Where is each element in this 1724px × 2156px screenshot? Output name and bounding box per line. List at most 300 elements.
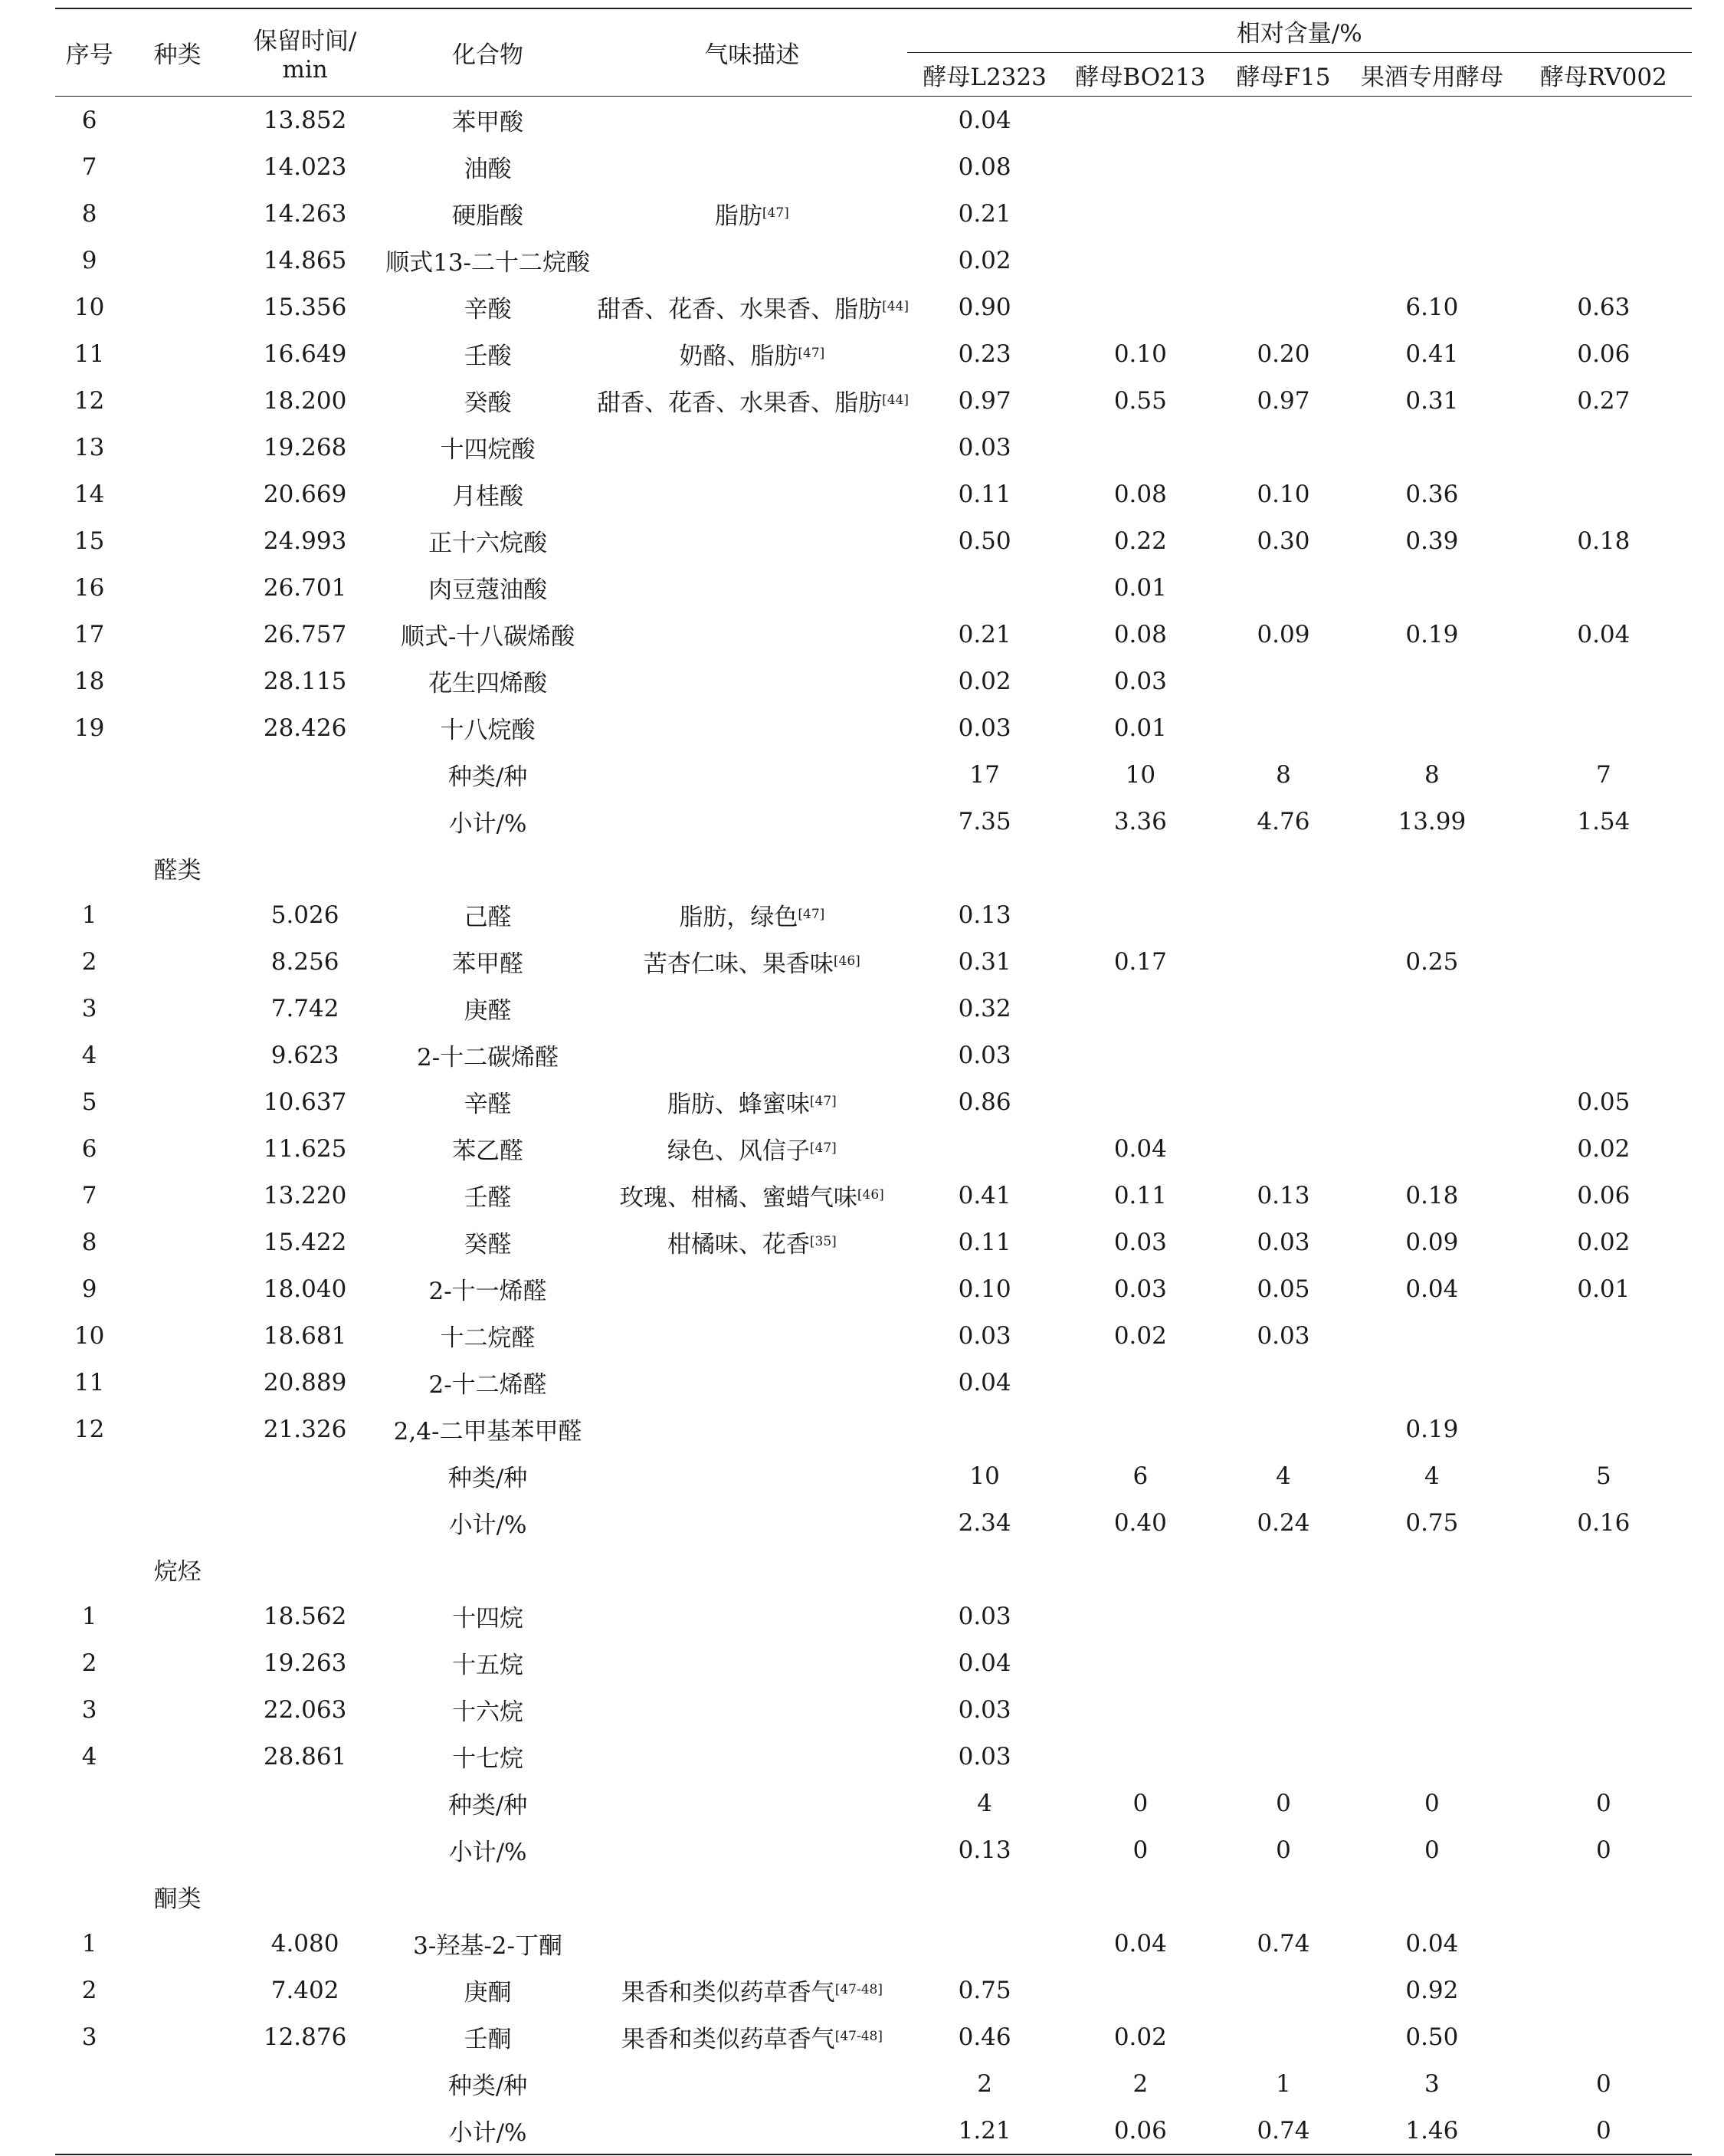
cell-odor: [597, 1265, 906, 1312]
table-row: [55, 284, 1692, 330]
cell-category: [123, 97, 231, 144]
cell-seq: 12: [74, 1415, 105, 1443]
odor-text: 脂肪、蜂蜜味: [667, 1091, 810, 1118]
cell-category: [123, 1359, 231, 1406]
cell-category: [123, 938, 231, 985]
cell-value: [1349, 1873, 1516, 1920]
cell-retention-time: 19.268: [263, 433, 347, 461]
table-row: [55, 1125, 1692, 1172]
cell-value: 0: [1424, 1789, 1440, 1817]
cell-value: 0.50: [1405, 2023, 1459, 2051]
cell-value: 3.36: [1113, 807, 1167, 835]
cell-value: 0.20: [1257, 340, 1310, 368]
cell-odor: [597, 1125, 906, 1172]
cell-category: [123, 1826, 231, 1873]
cell-value: 0.02: [1113, 2023, 1167, 2051]
cell-category: [123, 143, 231, 190]
cell-value: 0: [1516, 2107, 1692, 2154]
cell-compound: 辛醛: [464, 1091, 512, 1118]
cell-value: [1063, 97, 1218, 144]
cell-seq: [55, 1452, 123, 1499]
cell-compound: 种类/种: [447, 763, 528, 791]
cell-odor: [597, 1359, 906, 1406]
cell-value: [1516, 891, 1692, 938]
cell-value: 1.46: [1349, 2107, 1516, 2154]
cell-seq: 5: [81, 1088, 97, 1116]
cell-value: 6.10: [1405, 293, 1459, 321]
cell-value: [1516, 1032, 1692, 1078]
cell-compound: 辛酸: [464, 296, 512, 323]
cell-compound: [379, 845, 597, 891]
cell-value: [1218, 845, 1349, 891]
cell-compound: 2,4-二甲基苯甲醛: [393, 1418, 582, 1446]
cell-value: 0.18: [1405, 1181, 1459, 1209]
cell-odor: [597, 798, 906, 845]
cell-value: [1218, 658, 1349, 704]
odor-reference: [47]: [798, 346, 825, 361]
cell-seq: 3: [81, 994, 97, 1022]
table-row: [55, 1733, 1692, 1780]
cell-odor: [597, 1219, 906, 1265]
cell-value: 0.23: [958, 340, 1011, 368]
cell-value: [1218, 143, 1349, 190]
cell-category: [123, 611, 231, 658]
cell-value: 0.92: [1405, 1976, 1459, 2004]
cell-retention-time: 14.865: [263, 246, 347, 274]
table-body: [55, 97, 1692, 2155]
cell-category: [123, 658, 231, 704]
cell-seq: 17: [74, 620, 105, 648]
cell-seq: [55, 1873, 123, 1920]
cell-compound: 3-羟基-2-丁酮: [413, 1932, 562, 1960]
cell-value: 0.04: [958, 1368, 1011, 1396]
cell-value: 1.21: [907, 2107, 1063, 2154]
odor-reference: [47-48]: [834, 2029, 883, 2044]
table-row: [55, 1499, 1692, 1546]
cell-value: [1063, 891, 1218, 938]
cell-retention-time: [231, 2060, 379, 2107]
cell-value: 2.34: [958, 1508, 1011, 1537]
cell-compound: 肉豆蔻油酸: [428, 576, 548, 604]
cell-value: [1516, 2013, 1692, 2060]
cell-value: [1516, 1359, 1692, 1406]
cell-seq: [55, 1826, 123, 1873]
cell-value: [1349, 704, 1516, 751]
cell-value: 0.74: [1257, 1929, 1310, 1957]
table-row: [55, 564, 1692, 611]
cell-value: 0.25: [1405, 947, 1459, 976]
cell-value: [1516, 1686, 1692, 1733]
cell-value: [1516, 658, 1692, 704]
cell-seq: 9: [81, 246, 97, 274]
cell-compound: 油酸: [464, 156, 512, 183]
cell-value: [1516, 237, 1692, 284]
cell-value: 0.16: [1577, 1508, 1631, 1537]
cell-odor: [597, 1733, 906, 1780]
cell-value: 17: [969, 760, 1000, 789]
cell-value: 0.02: [1577, 1134, 1631, 1163]
table-row: [55, 330, 1692, 377]
cell-value: 0.86: [958, 1088, 1011, 1116]
odor-reference: [44]: [882, 392, 910, 408]
cell-seq: 19: [74, 714, 105, 742]
cell-seq: 16: [74, 573, 105, 602]
cell-value: [907, 564, 1063, 611]
cell-value: 0.01: [1577, 1275, 1631, 1303]
cell-value: 1.54: [1577, 807, 1631, 835]
table-row: [55, 845, 1692, 891]
cell-category: [123, 1920, 231, 1967]
cell-value: [1063, 1032, 1218, 1078]
cell-value: [1349, 1639, 1516, 1686]
cell-seq: 3: [81, 2023, 97, 2051]
cell-value: [1218, 1733, 1349, 1780]
cell-value: 0: [1596, 1789, 1611, 1817]
cell-value: [907, 1873, 1063, 1920]
cell-value: [1218, 1032, 1349, 1078]
cell-seq: 2: [81, 947, 97, 976]
table-row: [55, 1639, 1692, 1686]
cell-value: [1218, 1546, 1349, 1593]
cell-odor: [597, 1078, 906, 1125]
cell-retention-time: 10.637: [263, 1088, 347, 1116]
cell-seq: [55, 2060, 123, 2107]
cell-value: 7.35: [958, 807, 1011, 835]
cell-value: [1349, 237, 1516, 284]
cell-value: [1063, 1593, 1218, 1639]
cell-compound: 壬酸: [464, 343, 512, 370]
cell-value: [1349, 97, 1516, 144]
cell-retention-time: 28.115: [263, 667, 347, 695]
cell-value: [1063, 1873, 1218, 1920]
cell-compound: 小计/%: [379, 2107, 597, 2154]
cell-value: [1063, 143, 1218, 190]
cell-value: [1063, 284, 1218, 330]
cell-seq: 7: [81, 1181, 97, 1209]
cell-category: [123, 1967, 231, 2013]
cell-category: [123, 564, 231, 611]
cell-compound: 十四烷: [452, 1605, 524, 1633]
cell-value: 0: [1596, 1836, 1611, 1864]
cell-value: [1516, 704, 1692, 751]
cell-value: 0.03: [1113, 1228, 1167, 1256]
cell-compound: 十六烷: [452, 1698, 524, 1726]
cell-value: [1349, 564, 1516, 611]
cell-value: [1349, 1359, 1516, 1406]
cell-value: [1516, 1406, 1692, 1452]
cell-value: 0.31: [958, 947, 1011, 976]
cell-odor: [597, 1032, 906, 1078]
cell-odor: [597, 891, 906, 938]
table-row: [55, 1032, 1692, 1078]
cell-value: [1516, 845, 1692, 891]
header-retention-time: [231, 8, 379, 97]
odor-reference: [47]: [762, 205, 789, 221]
table-row: [55, 1219, 1692, 1265]
cell-seq: 4: [81, 1742, 97, 1770]
cell-odor: [597, 143, 906, 190]
cell-value: [1218, 190, 1349, 237]
cell-value: 0.03: [1257, 1228, 1310, 1256]
cell-value: [1516, 938, 1692, 985]
cell-retention-time: [231, 1499, 379, 1546]
cell-value: 0.02: [1577, 1228, 1631, 1256]
cell-value: 0: [1596, 2069, 1611, 2098]
cell-value: [907, 1125, 1063, 1172]
cell-value: 0.03: [958, 433, 1011, 461]
cell-category: [123, 985, 231, 1032]
cell-retention-time: 13.852: [263, 106, 347, 134]
cell-odor: [597, 330, 906, 377]
odor-text: 柑橘味、花香: [667, 1231, 810, 1258]
cell-compound: 癸酸: [464, 389, 512, 417]
table-row: [55, 704, 1692, 751]
cell-value: [1063, 845, 1218, 891]
table-row: [55, 2060, 1692, 2107]
cell-value: [907, 845, 1063, 891]
cell-value: 0.13: [958, 901, 1011, 929]
cell-value: 0.18: [1577, 527, 1631, 555]
cell-value: 0.03: [958, 1041, 1011, 1069]
header-yeast-l2323: 酵母L2323: [907, 53, 1063, 97]
cell-odor: [597, 237, 906, 284]
cell-value: 4: [1424, 1462, 1440, 1490]
cell-compound: 小计/%: [448, 810, 527, 838]
cell-value: [1349, 1032, 1516, 1078]
cell-value: 0.04: [958, 1649, 1011, 1677]
odor-text: 甜香、花香、水果香、脂肪: [597, 296, 883, 323]
cell-value: 0.03: [1113, 667, 1167, 695]
cell-compound: 十八烷酸: [440, 717, 536, 744]
cell-category: [123, 1265, 231, 1312]
cell-category: 烷烃: [153, 1558, 202, 1586]
cell-retention-time: 18.040: [263, 1275, 347, 1303]
cell-compound: 十二烷醛: [440, 1324, 536, 1352]
odor-reference: [47-48]: [834, 1982, 883, 1997]
cell-value: 0.24: [1257, 1508, 1310, 1537]
cell-value: 13.99: [1398, 807, 1467, 835]
cell-value: [1516, 97, 1692, 144]
cell-value: [1218, 1686, 1349, 1733]
cell-value: 0.19: [1405, 620, 1459, 648]
table-row: [55, 97, 1692, 144]
cell-value: [1349, 1546, 1516, 1593]
cell-odor: [597, 2013, 906, 2060]
cell-value: 0.02: [958, 246, 1011, 274]
cell-category: [123, 1686, 231, 1733]
cell-compound: 小计/%: [448, 1839, 527, 1866]
cell-category: [123, 284, 231, 330]
cell-value: [1349, 1312, 1516, 1359]
cell-retention-time: [231, 1826, 379, 1873]
cell-value: [1349, 190, 1516, 237]
cell-value: [1516, 1546, 1692, 1593]
odor-reference: [35]: [809, 1234, 837, 1249]
cell-category: [123, 1780, 231, 1826]
cell-value: [907, 1546, 1063, 1593]
cell-seq: 1: [81, 1929, 97, 1957]
cell-value: [1063, 1359, 1218, 1406]
cell-odor: [597, 1452, 906, 1499]
cell-seq: 10: [74, 1321, 105, 1350]
cell-odor: [597, 1546, 906, 1593]
cell-retention-time: 16.649: [263, 340, 347, 368]
cell-seq: 3: [81, 1695, 97, 1724]
cell-category: [123, 1499, 231, 1546]
table-row: [55, 1873, 1692, 1920]
cell-value: 0.11: [958, 1228, 1011, 1256]
cell-value: [1218, 1078, 1349, 1125]
cell-value: 0.05: [1257, 1275, 1310, 1303]
cell-value: [1516, 471, 1692, 517]
cell-compound: 顺式13-二十二烷酸: [385, 249, 591, 277]
cell-value: [1218, 237, 1349, 284]
cell-odor: [597, 1499, 906, 1546]
cell-value: [1516, 1873, 1692, 1920]
cell-value: 0.04: [1405, 1929, 1459, 1957]
cell-category: [123, 1078, 231, 1125]
cell-compound: 壬醛: [464, 1184, 512, 1212]
cell-value: [1063, 1733, 1218, 1780]
odor-reference: [46]: [833, 953, 860, 969]
cell-value: [1218, 1873, 1349, 1920]
cell-seq: [55, 798, 123, 845]
cell-seq: 2: [81, 1649, 97, 1677]
cell-value: 0.41: [958, 1181, 1011, 1209]
cell-value: 4: [977, 1789, 992, 1817]
cell-seq: 11: [74, 1368, 105, 1396]
cell-compound: 2-十二烯醛: [428, 1371, 547, 1399]
cell-value: 10: [969, 1462, 1000, 1490]
odor-text: 奶酪、脂肪: [679, 343, 798, 370]
cell-category: [123, 1406, 231, 1452]
cell-value: 0.06: [1577, 340, 1631, 368]
header-rt-label: 保留时间/: [253, 28, 357, 55]
table-row: [55, 1967, 1692, 2013]
odor-reference: [44]: [882, 299, 910, 314]
cell-value: 0.46: [958, 2023, 1011, 2051]
cell-value: [1516, 1920, 1692, 1967]
cell-category: [123, 798, 231, 845]
cell-value: [1349, 1078, 1516, 1125]
cell-retention-time: 12.876: [263, 2023, 347, 2051]
cell-value: 0.21: [958, 620, 1011, 648]
cell-value: 0.21: [958, 199, 1011, 228]
cell-category: [123, 2107, 231, 2154]
cell-value: 0.75: [958, 1976, 1011, 2004]
cell-value: 0.09: [1405, 1228, 1459, 1256]
cell-value: 0.06: [1577, 1181, 1631, 1209]
cell-odor: [597, 2060, 906, 2107]
cell-category: [123, 377, 231, 424]
cell-retention-time: 28.426: [263, 714, 347, 742]
cell-seq: 11: [74, 340, 105, 368]
cell-value: [1218, 1359, 1349, 1406]
table-row: [55, 377, 1692, 424]
cell-retention-time: 7.742: [270, 994, 339, 1022]
cell-value: [1218, 1406, 1349, 1452]
cell-value: 0: [1132, 1836, 1149, 1864]
cell-value: [1349, 1686, 1516, 1733]
table-row: [55, 798, 1692, 845]
cell-odor: [597, 471, 906, 517]
cell-seq: 14: [74, 480, 105, 508]
cell-odor: [597, 1312, 906, 1359]
cell-value: [1063, 1686, 1218, 1733]
cell-category: [123, 517, 231, 564]
cell-value: 0.04: [1113, 1134, 1167, 1163]
cell-odor: [597, 517, 906, 564]
cell-retention-time: 18.562: [263, 1602, 347, 1630]
cell-odor: [597, 1873, 906, 1920]
cell-retention-time: [231, 798, 379, 845]
cell-value: 0.40: [1113, 1508, 1167, 1537]
cell-value: 0.90: [958, 293, 1011, 321]
cell-compound: 苯甲酸: [452, 109, 524, 136]
cell-value: 0.17: [1113, 947, 1167, 976]
cell-compound: 种类/种: [447, 1792, 528, 1820]
cell-compound: 苯甲醛: [452, 950, 524, 978]
cell-category: [123, 1032, 231, 1078]
cell-compound: 月桂酸: [452, 483, 524, 510]
cell-seq: 1: [81, 1602, 97, 1630]
cell-retention-time: 4.080: [270, 1929, 339, 1957]
cell-compound: 十五烷: [452, 1652, 524, 1679]
cell-seq: 6: [81, 106, 97, 134]
cell-compound: 硬脂酸: [452, 202, 524, 230]
odor-text: 脂肪: [714, 202, 762, 230]
cell-value: 7: [1596, 760, 1611, 789]
cell-value: [1516, 985, 1692, 1032]
cell-compound: 顺式-十八碳烯酸: [400, 623, 575, 651]
cell-value: 0.39: [1405, 527, 1459, 555]
table-row: [55, 1546, 1692, 1593]
cell-odor: [597, 704, 906, 751]
cell-value: 0.04: [1577, 620, 1631, 648]
cell-seq: 9: [81, 1275, 97, 1303]
cell-value: 0.08: [1113, 480, 1167, 508]
cell-category: [123, 237, 231, 284]
cell-retention-time: 26.701: [263, 573, 347, 602]
cell-seq: 8: [81, 199, 97, 228]
table-row: [55, 891, 1692, 938]
cell-value: 0: [1132, 1789, 1149, 1817]
cell-value: 0.04: [958, 106, 1011, 134]
table-row: [55, 1359, 1692, 1406]
cell-category: [123, 424, 231, 471]
cell-compound: 苯乙醛: [452, 1137, 524, 1165]
cell-odor: [597, 1172, 906, 1219]
cell-category: [123, 1125, 231, 1172]
cell-category: [123, 704, 231, 751]
cell-value: [1063, 190, 1218, 237]
cell-retention-time: 8.256: [270, 947, 339, 976]
odor-text: 脂肪，绿色: [679, 904, 798, 931]
table-row: [55, 1920, 1692, 1967]
cell-seq: [55, 1499, 123, 1546]
cell-value: 0.03: [1113, 1275, 1167, 1303]
odor-text: 果香和类似药草香气: [621, 1979, 835, 2007]
cell-retention-time: 28.861: [263, 1742, 347, 1770]
cell-value: [1218, 284, 1349, 330]
cell-value: 0.10: [1113, 340, 1167, 368]
cell-retention-time: 22.063: [263, 1695, 347, 1724]
cell-odor: [597, 985, 906, 1032]
cell-value: 0.03: [958, 1742, 1011, 1770]
table-row: [55, 424, 1692, 471]
cell-value: [1063, 1406, 1218, 1452]
cell-compound: 壬酮: [464, 2026, 512, 2053]
